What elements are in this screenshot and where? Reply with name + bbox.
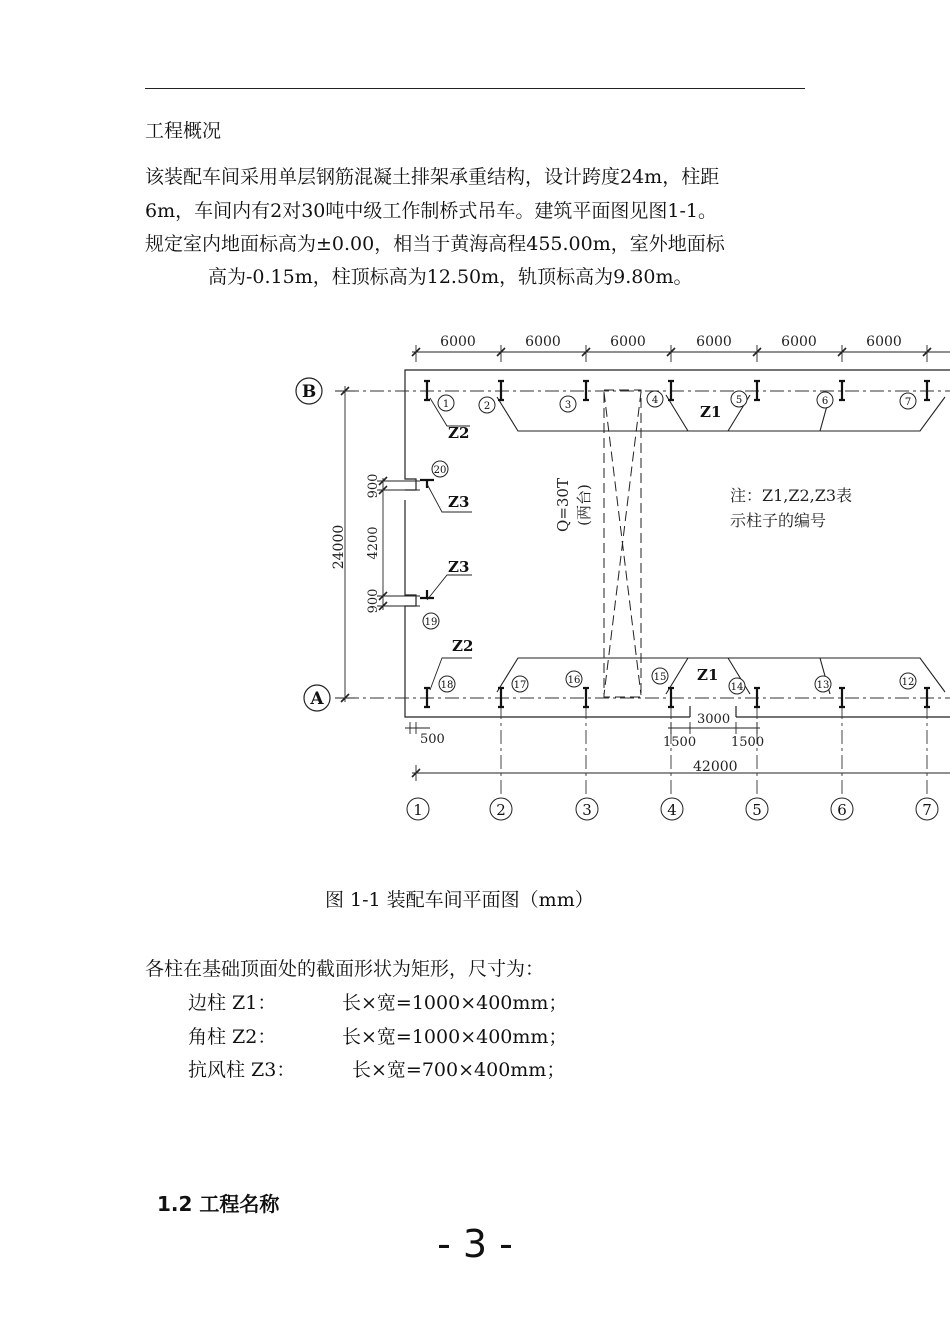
crane-beams bbox=[497, 395, 945, 694]
axis-label-2: 2 bbox=[496, 801, 506, 819]
svg-text:20: 20 bbox=[433, 465, 447, 476]
top-dim-1: 6000 bbox=[440, 334, 476, 350]
next-section-heading: 1.2 工程名称 bbox=[157, 1192, 280, 1216]
row-label-b bbox=[296, 378, 322, 404]
section-title: 工程概况 bbox=[145, 120, 222, 142]
svg-text:B: B bbox=[301, 382, 317, 402]
bottom-dim-42000: 42000 bbox=[693, 759, 738, 775]
figure-note-line-2: 示柱子的编号 bbox=[730, 511, 827, 530]
row-label-a bbox=[304, 685, 330, 711]
left-dim-24000: 24000 bbox=[331, 524, 347, 570]
svg-text:1: 1 bbox=[442, 399, 450, 410]
top-dim-2: 6000 bbox=[525, 334, 561, 350]
paragraph-line-2: 6m，车间内有2对30吨中级工作制桥式吊车。建筑平面图见图1-1。 bbox=[145, 200, 717, 222]
bottom-dim-1500-left: 1500 bbox=[663, 735, 697, 750]
axis-label-3: 3 bbox=[582, 801, 592, 819]
wind-columns bbox=[420, 480, 434, 598]
svg-text:13: 13 bbox=[816, 680, 830, 691]
label-z2-top: Z2 bbox=[448, 424, 470, 442]
columns-row-a bbox=[424, 688, 930, 707]
axis-label-4: 4 bbox=[667, 801, 677, 819]
axis-label-6: 6 bbox=[837, 801, 847, 819]
top-dim-4: 6000 bbox=[696, 334, 732, 350]
left-dim-4200: 4200 bbox=[366, 526, 381, 560]
floor-plan-figure bbox=[0, 325, 950, 835]
label-z2-bottom: Z2 bbox=[452, 637, 474, 655]
spec-name-z3: 抗风柱 Z3： bbox=[188, 1059, 296, 1081]
spec-name-z1: 边柱 Z1： bbox=[188, 992, 277, 1014]
svg-text:17: 17 bbox=[513, 680, 527, 691]
axis-bubbles bbox=[407, 798, 938, 820]
label-z3-top: Z3 bbox=[448, 493, 470, 511]
row-axis-lines bbox=[345, 391, 950, 698]
svg-text:12: 12 bbox=[901, 677, 915, 688]
label-z1-bottom: Z1 bbox=[697, 666, 719, 684]
page-number: - 3 - bbox=[437, 1222, 513, 1266]
crane-label-count: (两台) bbox=[575, 484, 593, 526]
label-z3-bottom: Z3 bbox=[448, 558, 470, 576]
axis-label-7: 7 bbox=[922, 801, 932, 819]
spec-value-z2: 长×宽=1000×400mm； bbox=[342, 1026, 568, 1048]
figure-note-line-1: 注：Z1,Z2,Z3表 bbox=[730, 486, 853, 505]
header-rule bbox=[145, 88, 805, 89]
svg-text:18: 18 bbox=[440, 680, 454, 691]
top-dim-5: 6000 bbox=[781, 334, 817, 350]
axis-label-5: 5 bbox=[752, 801, 762, 819]
bottom-dim-3000: 3000 bbox=[697, 712, 731, 727]
crane-label-capacity: Q=30T bbox=[554, 478, 572, 532]
paragraph-line-4: 高为-0.15m，柱顶标高为12.50m，轨顶标高为9.80m。 bbox=[208, 266, 693, 288]
outer-walls bbox=[405, 370, 950, 717]
column-number-bubbles bbox=[423, 391, 916, 694]
specs-intro: 各柱在基础顶面处的截面形状为矩形，尺寸为： bbox=[145, 958, 545, 980]
spec-value-z3: 长×宽=700×400mm； bbox=[352, 1059, 566, 1081]
figure-caption: 图 1-1 装配车间平面图（mm） bbox=[325, 889, 594, 911]
axis-label-1: 1 bbox=[413, 801, 423, 819]
bottom-dim-1500-right: 1500 bbox=[731, 735, 765, 750]
left-dim-900-bottom: 900 bbox=[366, 588, 381, 614]
svg-text:7: 7 bbox=[904, 397, 912, 408]
column-type-labels bbox=[448, 403, 721, 684]
svg-text:6: 6 bbox=[821, 396, 829, 407]
bottom-dim-500: 500 bbox=[420, 732, 445, 747]
bottom-dimension-labels bbox=[420, 712, 764, 775]
svg-text:19: 19 bbox=[424, 617, 438, 628]
columns-row-b bbox=[424, 381, 930, 400]
svg-text:5: 5 bbox=[735, 395, 743, 406]
crane-outline bbox=[604, 390, 641, 697]
paragraph-line-3: 规定室内地面标高为±0.00，相当于黄海高程455.00m，室外地面标 bbox=[145, 233, 725, 255]
bottom-dimension bbox=[405, 722, 950, 781]
svg-text:14: 14 bbox=[730, 682, 744, 693]
top-dim-3: 6000 bbox=[610, 334, 646, 350]
paragraph-line-1: 该装配车间采用单层钢筋混凝土排架承重结构，设计跨度24m，柱距 bbox=[145, 166, 720, 188]
left-dim-900-top: 900 bbox=[366, 473, 381, 499]
svg-text:16: 16 bbox=[567, 675, 581, 686]
spec-value-z1: 长×宽=1000×400mm； bbox=[342, 992, 568, 1014]
svg-text:A: A bbox=[310, 689, 324, 709]
spec-name-z2: 角柱 Z2： bbox=[188, 1026, 277, 1048]
svg-text:3: 3 bbox=[564, 400, 572, 411]
svg-text:15: 15 bbox=[653, 672, 667, 683]
top-dim-6: 6000 bbox=[866, 334, 902, 350]
label-z1-top: Z1 bbox=[700, 403, 722, 421]
svg-text:4: 4 bbox=[651, 395, 659, 406]
svg-text:2: 2 bbox=[483, 401, 491, 412]
